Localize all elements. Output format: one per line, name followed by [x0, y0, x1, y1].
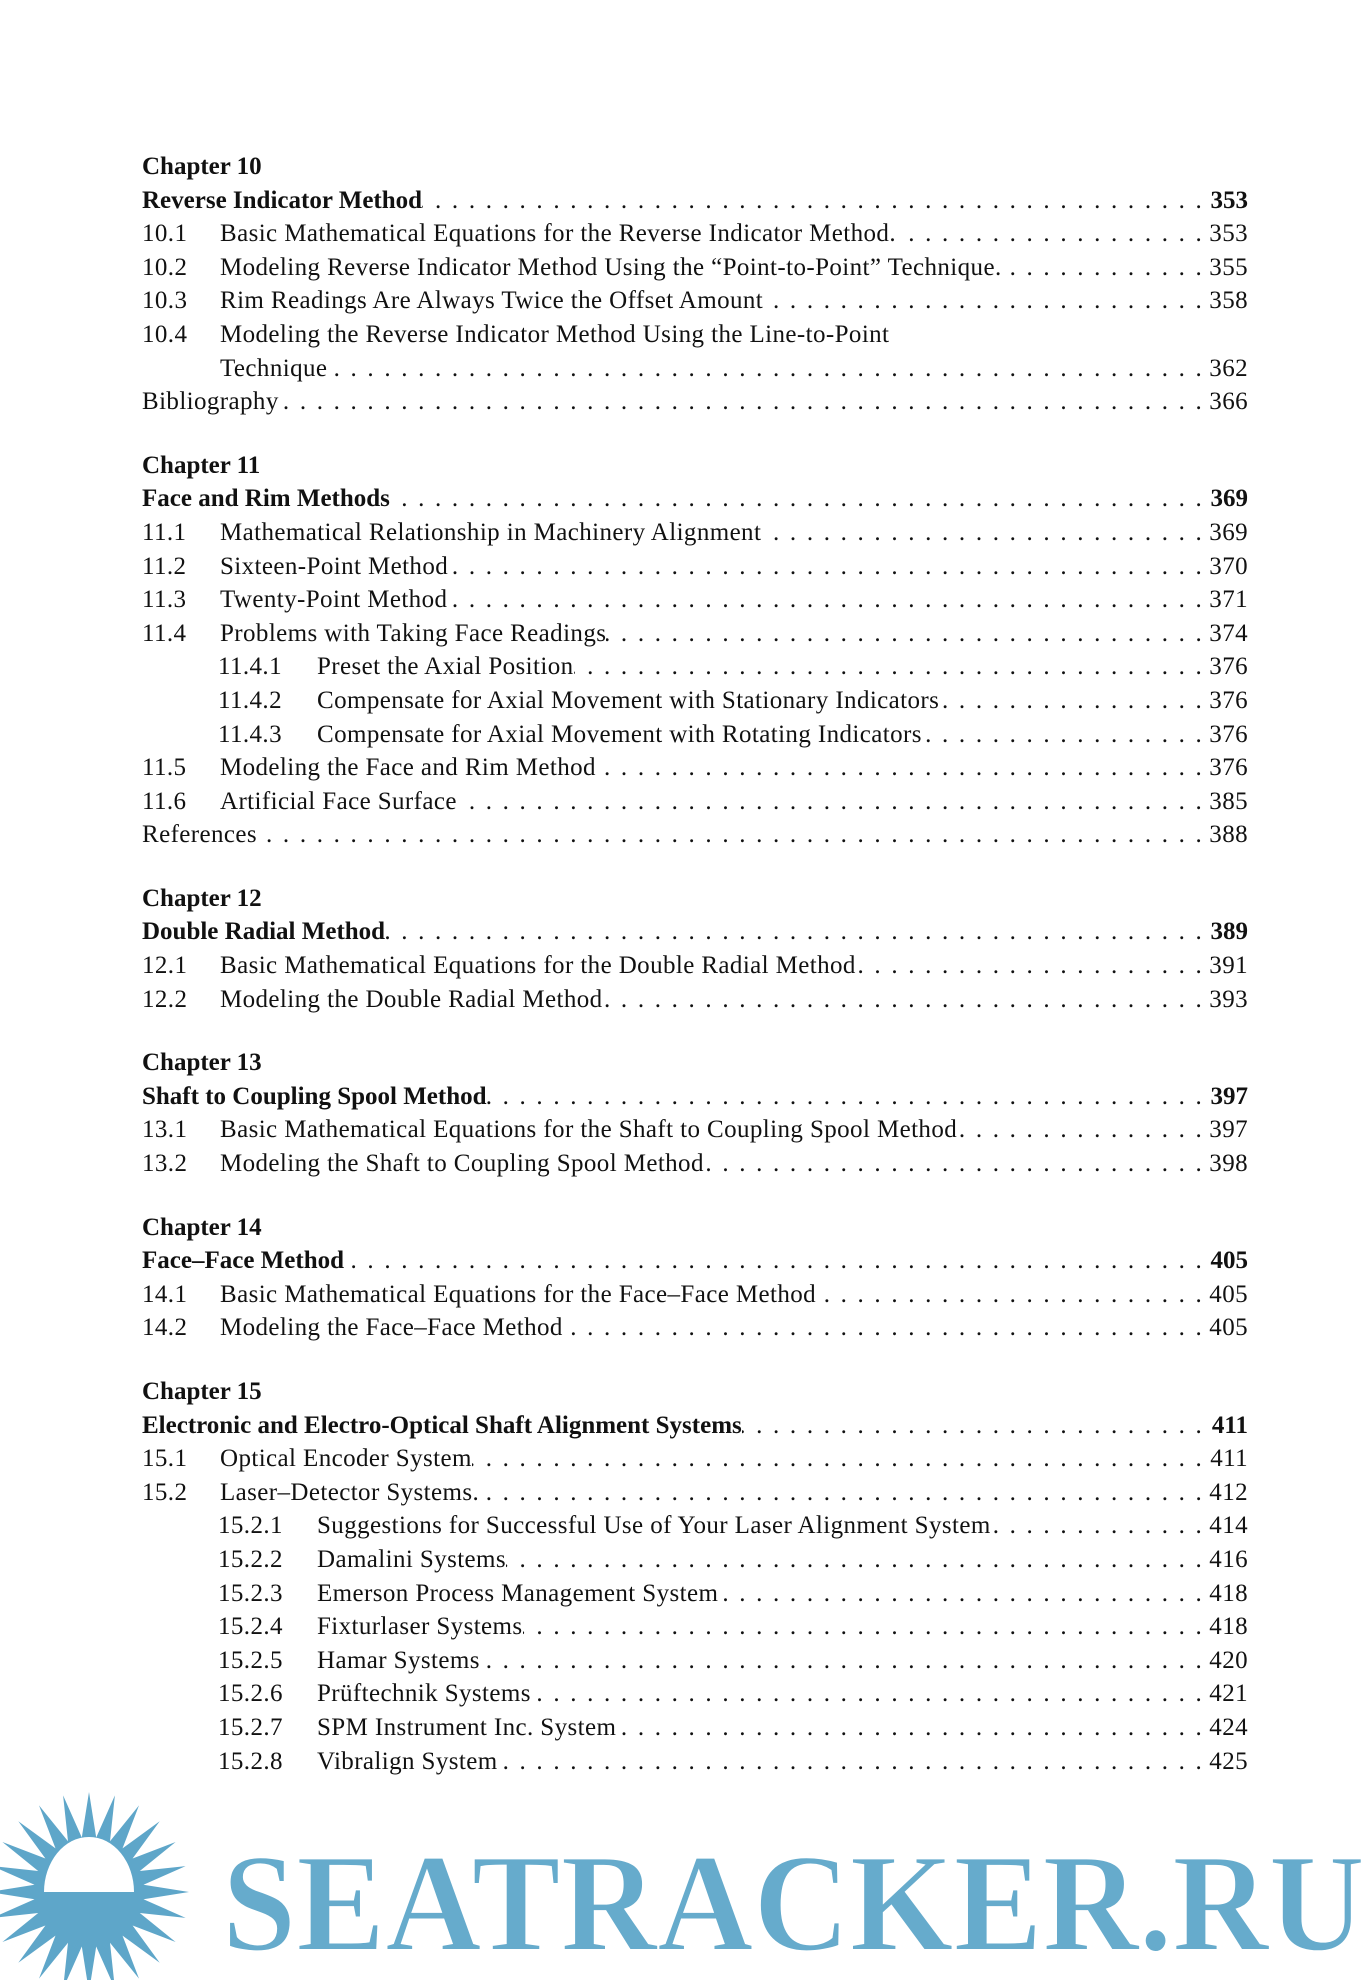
- section-number: 11.1: [142, 518, 187, 546]
- section-number: 11.4.2: [218, 686, 282, 714]
- section-title: Vibralign System: [317, 1747, 498, 1775]
- table-of-contents: [142, 150, 1248, 1808]
- page-number: 369: [1209, 518, 1248, 546]
- chapter-title-row[interactable]: [142, 1409, 1248, 1443]
- section-title: Compensate for Axial Movement with Stationary Indicators: [317, 686, 940, 714]
- toc-entry[interactable]: [142, 1442, 1248, 1476]
- page-number: 355: [1209, 253, 1248, 281]
- section-title: Problems with Taking Face Readings: [220, 619, 607, 647]
- page-number: 424: [1209, 1713, 1248, 1741]
- section-number: 12.2: [142, 985, 188, 1013]
- toc-entry-continued: [142, 352, 1248, 386]
- toc-entry[interactable]: [142, 684, 1248, 718]
- section-title: Preset the Axial Position: [317, 653, 574, 681]
- page-number: 411: [1211, 1411, 1248, 1439]
- page-number: 353: [1210, 186, 1248, 214]
- dot-leader: [896, 217, 1208, 251]
- section-title: Prüftechnik Systems: [317, 1680, 531, 1708]
- section-number: 11.5: [142, 754, 187, 782]
- dot-leader: [327, 352, 1208, 386]
- dot-leader: [523, 1610, 1208, 1644]
- toc-entry[interactable]: [142, 1278, 1248, 1312]
- dot-leader: [606, 617, 1208, 651]
- toc-entry[interactable]: [142, 1677, 1248, 1711]
- section-title: Artificial Face Surface: [220, 787, 457, 815]
- dot-leader: [385, 915, 1208, 949]
- page-number: 412: [1209, 1478, 1248, 1506]
- dot-leader: [447, 583, 1208, 617]
- dot-leader: [957, 1113, 1208, 1147]
- toc-entry[interactable]: [142, 583, 1248, 617]
- page-number: 376: [1209, 653, 1248, 681]
- section-number: 13.2: [142, 1150, 188, 1178]
- page-number: 398: [1209, 1150, 1248, 1178]
- page-number: 405: [1209, 1280, 1248, 1308]
- toc-entry[interactable]: [142, 785, 1248, 819]
- section-number: 10.2: [142, 253, 188, 281]
- toc-entry[interactable]: [142, 949, 1248, 983]
- dot-leader: [257, 818, 1208, 852]
- section-number: 14.2: [142, 1314, 188, 1342]
- section-number: 10.1: [142, 220, 188, 248]
- chapter-block: [142, 1375, 1248, 1778]
- page-number: 374: [1209, 619, 1248, 647]
- dot-leader: [487, 1080, 1208, 1114]
- toc-entry[interactable]: [142, 1644, 1248, 1678]
- section-title: SPM Instrument Inc. System: [317, 1713, 617, 1741]
- chapter-title-row[interactable]: [142, 1244, 1248, 1278]
- page-number: 376: [1209, 686, 1248, 714]
- dot-leader: [616, 1711, 1208, 1745]
- section-number: 11.4.3: [218, 720, 282, 748]
- dot-leader: [742, 1409, 1208, 1443]
- section-number: 11.4: [142, 619, 187, 647]
- page-number: 421: [1209, 1680, 1248, 1708]
- page-number: 388: [1209, 821, 1248, 849]
- toc-entry[interactable]: [142, 983, 1248, 1017]
- page-number: 414: [1209, 1512, 1248, 1540]
- section-title: Modeling the Reverse Indicator Method Using the Line-to-Point: [220, 320, 890, 348]
- section-title: Modeling the Face–Face Method: [220, 1314, 563, 1342]
- page-number: 389: [1210, 918, 1248, 946]
- section-title: Fixturlaser Systems: [317, 1613, 523, 1641]
- page-number: 376: [1209, 720, 1248, 748]
- page-number: 405: [1210, 1247, 1248, 1275]
- page-number: 358: [1209, 287, 1248, 315]
- section-number: 10.3: [142, 287, 188, 315]
- section-title: Damalini Systems: [317, 1545, 507, 1573]
- section-title: Modeling the Double Radial Method: [220, 985, 603, 1013]
- chapter-block: [142, 449, 1248, 852]
- dot-leader: [763, 284, 1208, 318]
- chapter-title: Electronic and Electro-Optical Shaft Alignment Systems: [142, 1411, 742, 1439]
- watermark-logo: [0, 1780, 1371, 1980]
- dot-leader: [718, 1577, 1208, 1611]
- chapter-title-row[interactable]: [142, 482, 1248, 516]
- page-number: 385: [1209, 787, 1248, 815]
- toc-entry[interactable]: [142, 516, 1248, 550]
- page-number: 418: [1209, 1613, 1248, 1641]
- section-number: 15.2.8: [218, 1747, 283, 1775]
- section-title: Mathematical Relationship in Machinery Alignment: [220, 518, 762, 546]
- toc-entry[interactable]: [142, 251, 1248, 285]
- chapter-label: Chapter 14: [142, 1213, 262, 1241]
- section-title: Basic Mathematical Equations for the Shaft to Coupling Spool Method: [220, 1116, 958, 1144]
- section-title: Sixteen-Point Method: [220, 552, 449, 580]
- page-number: 353: [1209, 220, 1248, 248]
- section-title: Hamar Systems: [317, 1646, 480, 1674]
- dot-leader: [922, 718, 1208, 752]
- toc-entry[interactable]: [142, 1509, 1248, 1543]
- toc-entry[interactable]: [142, 818, 1248, 852]
- page-number: 397: [1209, 1116, 1248, 1144]
- section-number: 11.6: [142, 787, 187, 815]
- page-number: 369: [1210, 485, 1248, 513]
- section-title: Modeling Reverse Indicator Method Using the “Point-to-Point” Technique.: [220, 253, 1002, 281]
- dot-leader: [506, 1543, 1208, 1577]
- page-number: 391: [1209, 952, 1248, 980]
- toc-entry[interactable]: [142, 1311, 1248, 1345]
- section-number: 15.2: [142, 1478, 188, 1506]
- dot-leader: [939, 684, 1208, 718]
- toc-entry[interactable]: [142, 1147, 1248, 1181]
- dot-leader: [856, 949, 1208, 983]
- toc-entry[interactable]: [142, 650, 1248, 684]
- section-title: Emerson Process Management System: [317, 1579, 719, 1607]
- chapter-block: [142, 882, 1248, 1016]
- toc-entry[interactable]: [142, 1577, 1248, 1611]
- chapter-title: Shaft to Coupling Spool Method: [142, 1082, 487, 1110]
- toc-entry[interactable]: [142, 550, 1248, 584]
- section-title: Twenty-Point Method: [220, 586, 448, 614]
- section-title: Modeling the Shaft to Coupling Spool Method: [220, 1150, 704, 1178]
- chapter-title: Face–Face Method: [142, 1247, 345, 1275]
- toc-entry[interactable]: [142, 617, 1248, 651]
- toc-entry[interactable]: [142, 1745, 1248, 1779]
- toc-entry[interactable]: [142, 1711, 1248, 1745]
- toc-entry[interactable]: [142, 284, 1248, 318]
- page-number: 405: [1209, 1314, 1248, 1342]
- dot-leader: [472, 1442, 1208, 1476]
- section-title: Basic Mathematical Equations for the Face–Face Method: [220, 1280, 817, 1308]
- toc-entry[interactable]: [142, 385, 1248, 419]
- dot-leader: [457, 785, 1208, 819]
- section-number: 11.4.1: [218, 653, 282, 681]
- section-number: 15.2.5: [218, 1646, 283, 1674]
- section-title: Modeling the Face and Rim Method: [220, 754, 596, 782]
- page-number: 393: [1209, 985, 1248, 1013]
- chapter-label: Chapter 11: [142, 451, 261, 479]
- chapter-title: Face and Rim Methods: [142, 485, 390, 513]
- dot-leader: [279, 385, 1208, 419]
- page-number: 362: [1209, 354, 1248, 382]
- dot-leader: [422, 184, 1208, 218]
- dot-leader: [479, 1476, 1208, 1510]
- page-number: 411: [1210, 1445, 1248, 1473]
- section-title: References: [142, 821, 258, 849]
- dot-leader: [390, 482, 1208, 516]
- page-number: 371: [1209, 586, 1248, 614]
- section-title: Rim Readings Are Always Twice the Offset Amount: [220, 287, 764, 315]
- dot-leader: [603, 983, 1208, 1017]
- section-number: 15.2.3: [218, 1579, 283, 1607]
- watermark-text: SEATRACKER.RU: [222, 1826, 1365, 1980]
- dot-leader: [704, 1147, 1208, 1181]
- section-title: Compensate for Axial Movement with Rotating Indicators: [317, 720, 922, 748]
- section-number: 11.3: [142, 586, 187, 614]
- section-title: Optical Encoder System: [220, 1445, 472, 1473]
- section-number: 12.1: [142, 952, 188, 980]
- dot-leader: [448, 550, 1208, 584]
- toc-entry[interactable]: [142, 718, 1248, 752]
- toc-entry[interactable]: [142, 217, 1248, 251]
- toc-entry[interactable]: [142, 318, 1248, 352]
- section-title: Bibliography: [142, 388, 279, 416]
- chapter-block: [142, 1046, 1248, 1180]
- page-number: 397: [1210, 1082, 1248, 1110]
- dot-leader: [596, 751, 1208, 785]
- chapter-block: [142, 1211, 1248, 1345]
- chapter-block: [142, 150, 1248, 419]
- page-number: 425: [1209, 1747, 1248, 1775]
- section-number: 15.2.6: [218, 1680, 283, 1708]
- page-number: 416: [1209, 1545, 1248, 1573]
- section-title-continued: Technique: [220, 354, 328, 382]
- page-number: 366: [1209, 388, 1248, 416]
- section-number: 10.4: [142, 320, 188, 348]
- section-number: 14.1: [142, 1280, 188, 1308]
- section-number: 15.2.7: [218, 1713, 283, 1741]
- section-number: 11.2: [142, 552, 187, 580]
- dot-leader: [816, 1278, 1208, 1312]
- dot-leader: [498, 1745, 1208, 1779]
- chapter-title-row[interactable]: [142, 184, 1248, 218]
- chapter-label: Chapter 13: [142, 1049, 262, 1077]
- toc-entry[interactable]: [142, 1610, 1248, 1644]
- page-number: 420: [1209, 1646, 1248, 1674]
- page-number: 418: [1209, 1579, 1248, 1607]
- section-number: 15.2.1: [218, 1512, 283, 1540]
- toc-entry[interactable]: [142, 1543, 1248, 1577]
- section-title: Laser–Detector Systems.: [220, 1478, 480, 1506]
- dot-leader: [1002, 251, 1208, 285]
- toc-entry[interactable]: [142, 1476, 1248, 1510]
- chapter-title: Reverse Indicator Method: [142, 186, 423, 214]
- page-number: 370: [1209, 552, 1248, 580]
- dot-leader: [480, 1644, 1208, 1678]
- dot-leader: [761, 516, 1208, 550]
- dot-leader: [991, 1509, 1208, 1543]
- toc-entry[interactable]: [142, 751, 1248, 785]
- chapter-title-row[interactable]: [142, 915, 1248, 949]
- chapter-title-row[interactable]: [142, 1080, 1248, 1114]
- dot-leader: [574, 650, 1208, 684]
- section-number: 15.2.4: [218, 1613, 283, 1641]
- section-number: 13.1: [142, 1116, 188, 1144]
- section-number: 15.1: [142, 1445, 188, 1473]
- section-title: Basic Mathematical Equations for the Double Radial Method: [220, 952, 856, 980]
- sun-icon: [0, 1792, 189, 1980]
- dot-leader: [531, 1677, 1208, 1711]
- section-number: 15.2.2: [218, 1545, 283, 1573]
- dot-leader: [344, 1244, 1208, 1278]
- chapter-label: Chapter 10: [142, 153, 262, 180]
- chapter-title: Double Radial Method: [142, 918, 386, 946]
- section-title: Basic Mathematical Equations for the Reverse Indicator Method.: [220, 220, 896, 248]
- section-title: Suggestions for Successful Use of Your Laser Alignment System: [317, 1512, 991, 1540]
- chapter-label: Chapter 15: [142, 1378, 262, 1405]
- page-number: 376: [1209, 754, 1248, 782]
- toc-entry[interactable]: [142, 1113, 1248, 1147]
- chapter-label: Chapter 12: [142, 884, 262, 912]
- dot-leader: [563, 1311, 1208, 1345]
